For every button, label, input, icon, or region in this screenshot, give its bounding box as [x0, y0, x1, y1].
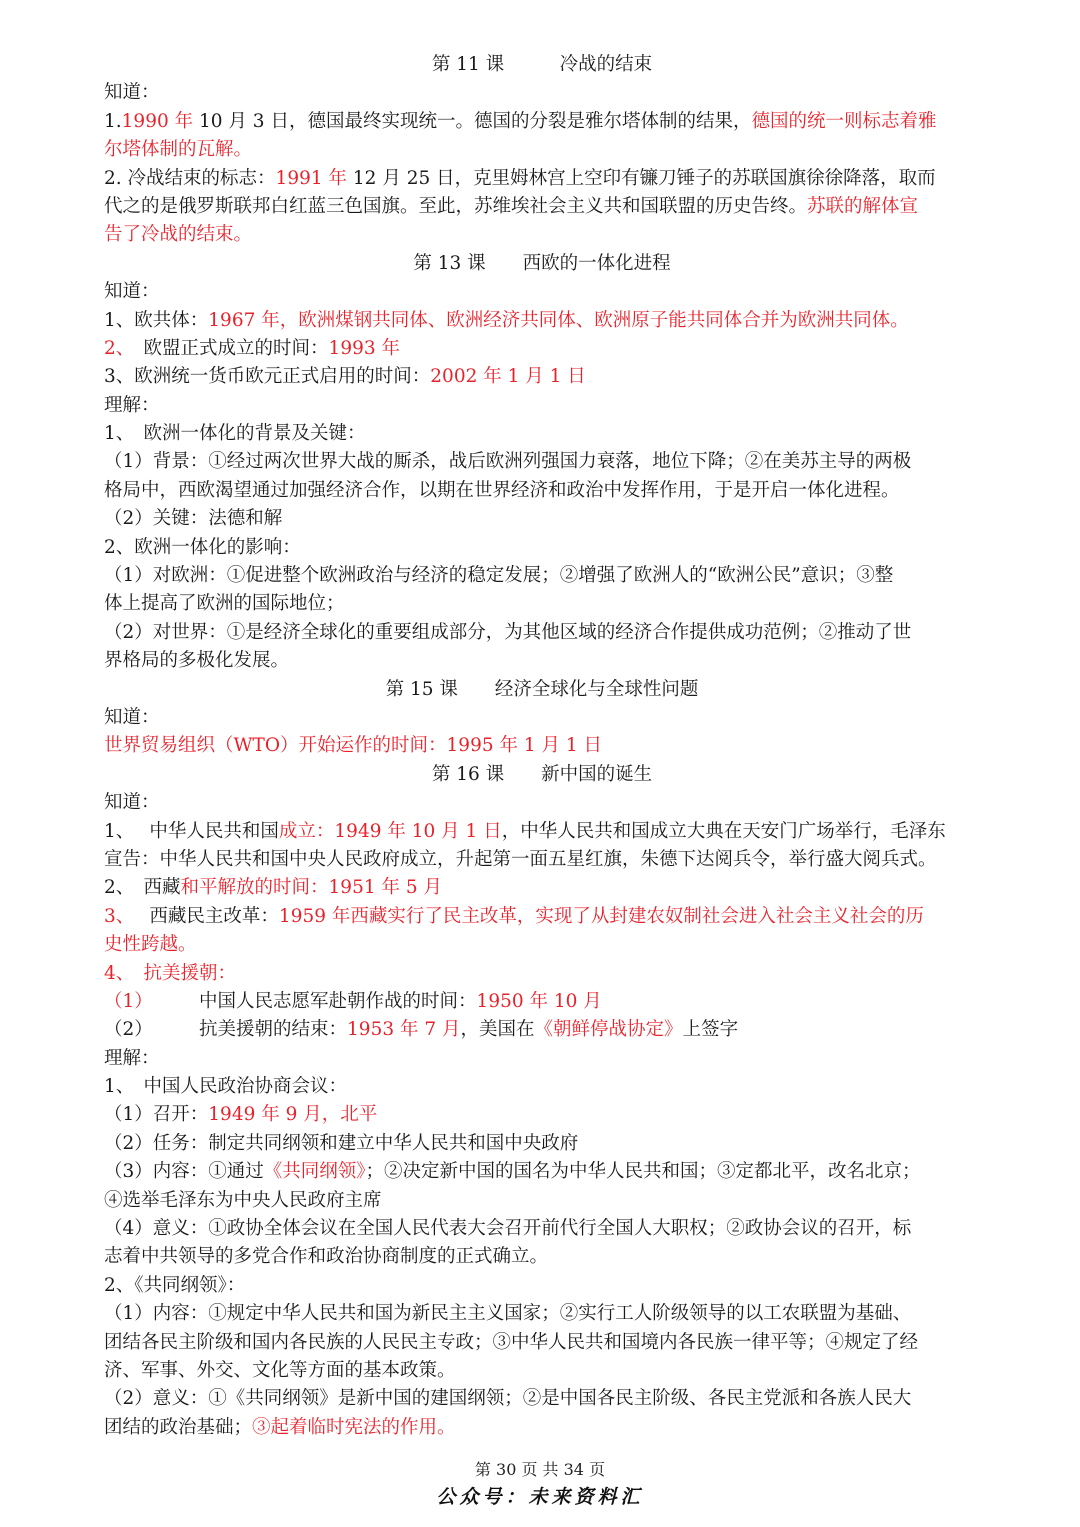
- body-text: 体上提高了欧洲的国际地位；: [104, 593, 345, 615]
- text-line: [104, 1414, 980, 1442]
- body-text: 欧盟正式成立的时间：: [125, 337, 329, 359]
- body-text: 西藏民主改革：: [125, 905, 279, 927]
- body-text: ；②决定新中国的国名为中华人民共和国；③定都北平，改名北京；: [365, 1161, 921, 1183]
- text-line: [104, 647, 980, 675]
- body-text: 第 15 课 经济全球化与全球性问题: [385, 678, 699, 700]
- body-text: 知道：: [104, 706, 160, 728]
- lesson-heading: [104, 761, 980, 789]
- text-line: [104, 874, 980, 902]
- body-text: 10 月 3 日，德国最终实现统一。德国的分裂是雅尔塔体制的结果，: [193, 110, 752, 132]
- highlight-text: 尔塔体制的瓦解。: [104, 139, 253, 161]
- text-line: [104, 562, 980, 590]
- body-text: 知道：: [104, 82, 160, 104]
- text-line: [104, 789, 980, 817]
- highlight-text: 告了冷战的结束。: [104, 224, 253, 246]
- text-line: [104, 619, 980, 647]
- text-line: [104, 420, 980, 448]
- body-text: 1、 中华人民共和国: [104, 820, 279, 842]
- text-line: [104, 1073, 980, 1101]
- highlight-text: 苏联的解体宣: [807, 195, 919, 217]
- body-text: 第 16 课 新中国的诞生: [431, 763, 653, 785]
- highlight-text: 1949 年 9 月，北平: [208, 1104, 378, 1126]
- text-line: [104, 1300, 980, 1328]
- highlight-text: 1991 年: [275, 167, 348, 189]
- highlight-text: 德国的统一则标志着雅: [751, 110, 937, 132]
- highlight-text: 1953 年 7 月: [347, 1019, 461, 1041]
- text-line: [104, 1130, 980, 1158]
- body-text: 1、 中国人民政治协商会议：: [104, 1076, 348, 1098]
- body-text: 团结的政治基础；: [104, 1416, 253, 1438]
- body-text: （2） 抗美援朝的结束：: [104, 1019, 348, 1041]
- text-line: [104, 193, 980, 221]
- body-text: ，中华人民共和国成立大典在天安门广场举行，毛泽东: [501, 820, 946, 842]
- body-text: 界格局的多极化发展。: [104, 650, 290, 672]
- body-text: 3、欧洲统一货币欧元正式启用的时间：: [104, 366, 431, 388]
- highlight-text: 1950 年 10 月: [476, 990, 602, 1012]
- text-line: [104, 1045, 980, 1073]
- highlight-text: 和平解放的时间：1951 年 5 月: [180, 877, 443, 899]
- text-line: [104, 590, 980, 618]
- highlight-text: 成立：1949 年 10 月 1 日: [278, 820, 502, 842]
- body-text: 1、 欧洲一体化的背景及关键：: [104, 423, 366, 445]
- text-line: [104, 534, 980, 562]
- highlight-text: 1959 年西藏实行了民主改革，实现了从封建农奴制社会进入社会主义社会的历: [278, 905, 924, 927]
- lesson-heading: [104, 51, 980, 79]
- text-line: [104, 1215, 980, 1243]
- body-text: 1.: [104, 110, 122, 132]
- text-line: [104, 1101, 980, 1129]
- body-text: 知道：: [104, 281, 160, 303]
- text-line: [104, 732, 980, 760]
- body-text: 第 11 课 冷战的结束: [431, 54, 653, 75]
- body-text: （2）对世界：①是经济全球化的重要组成部分，为其他区域的经济合作提供成功范例；②推动了世: [104, 621, 912, 643]
- text-line: [104, 846, 980, 874]
- text-line: [104, 1357, 980, 1385]
- body-text: 宣告：中华人民共和国中央人民政府成立，升起第一面五星红旗，朱德下达阅兵令，举行盛大阅兵式。: [104, 848, 937, 870]
- highlight-text: 1990 年: [121, 110, 194, 132]
- text-line: [104, 79, 980, 107]
- lesson-heading: [104, 250, 980, 278]
- text-line: [104, 477, 980, 505]
- highlight-text: 史性跨越。: [104, 934, 197, 956]
- text-line: [104, 931, 980, 959]
- body-text: 团结各民主阶级和国内各民族的人民民主专政；③中华人民共和国境内各民族一律平等；④规定了经: [104, 1331, 919, 1353]
- body-text: 2、欧洲一体化的影响：: [104, 536, 301, 558]
- body-text: 中国人民志愿军赴朝作战的时间：: [143, 990, 477, 1012]
- text-line: [104, 903, 980, 931]
- text-line: [104, 505, 980, 533]
- body-text: 志着中共领导的多党合作和政治协商制度的正式确立。: [104, 1246, 549, 1268]
- body-text: 知道：: [104, 792, 160, 814]
- body-text: （1）召开：: [104, 1104, 209, 1126]
- brand-watermark: 公众号：未来资料汇: [436, 1486, 644, 1508]
- body-text: （1）背景：①经过两次世界大战的厮杀，战后欧洲列强国力衰落，地位下降；②在美苏主导的两极: [104, 451, 912, 473]
- text-line: [104, 448, 980, 476]
- body-text: （4）意义：①政协全体会议在全国人民代表大会召开前代行全国人大职权；②政协会议的召开，标: [104, 1218, 912, 1240]
- body-text: （1）内容：①规定中华人民共和国为新民主主义国家；②实行工人阶级领导的以工农联盟为基础、: [104, 1303, 912, 1325]
- text-line: [104, 363, 980, 391]
- text-line: [104, 1158, 980, 1186]
- body-text: 12 月 25 日，克里姆林宫上空印有镰刀锤子的苏联国旗徐徐降落，取而: [347, 167, 936, 189]
- highlight-text: ③起着临时宪法的作用。: [252, 1416, 456, 1438]
- body-text: 第 13 课 西欧的一体化进程: [413, 252, 671, 274]
- highlight-text: 2、: [104, 337, 126, 359]
- text-line: [104, 307, 980, 335]
- body-text: （1）对欧洲：①促进整个欧洲政治与经济的稳定发展；②增强了欧洲人的“欧洲公民”意识；③整: [104, 565, 894, 587]
- highlight-text: 《朝鲜停战协定》: [534, 1019, 683, 1041]
- text-line: [104, 960, 980, 988]
- text-line: [104, 1329, 980, 1357]
- body-text: 2、 西藏: [104, 877, 181, 899]
- body-text: 2. 冷战结束的标志：: [104, 167, 276, 189]
- body-text: 代之的是俄罗斯联邦白红蓝三色国旗。至此，苏维埃社会主义共和国联盟的历史告终。: [104, 195, 808, 217]
- highlight-text: （1）: [104, 990, 144, 1012]
- text-line: [104, 1385, 980, 1413]
- body-text: 上签字: [682, 1019, 739, 1041]
- highlight-text: 世界贸易组织（WTO）开始运作的时间：1995 年 1 月 1 日: [104, 735, 603, 757]
- body-text: 1、欧共体：: [104, 309, 209, 331]
- text-line: [104, 1016, 980, 1044]
- text-line: [104, 136, 980, 164]
- body-text: （2）关键：法德和解: [104, 508, 283, 530]
- text-line: [104, 1243, 980, 1271]
- text-line: [104, 704, 980, 732]
- text-line: [104, 818, 980, 846]
- highlight-text: 3、: [104, 905, 126, 927]
- body-text: 济、军事、外交、文化等方面的基本政策。: [104, 1359, 456, 1381]
- highlight-text: 1967 年，欧洲煤钢共同体、欧洲经济共同体、欧洲原子能共同体合并为欧洲共同体。: [208, 309, 909, 331]
- text-line: [104, 988, 980, 1016]
- body-text: 理解：: [104, 1047, 160, 1069]
- body-text: （2）任务：制定共同纲领和建立中华人民共和国中央政府: [104, 1132, 579, 1154]
- highlight-text: 4、 抗美援朝：: [104, 962, 237, 984]
- body-text: 理解：: [104, 394, 160, 416]
- body-text: 2、《共同纲领》：: [104, 1274, 246, 1296]
- lesson-heading: [104, 676, 980, 704]
- body-text: （3）内容：①通过: [104, 1161, 264, 1183]
- text-line: [104, 1272, 980, 1300]
- body-text: （2）意义：①《共同纲领》是新中国的建国纲领；②是中国各民主阶级、各民主党派和各族人民大: [104, 1388, 912, 1410]
- text-line: [104, 392, 980, 420]
- body-text: ④选举毛泽东为中央人民政府主席: [104, 1189, 382, 1211]
- page-content: [104, 51, 980, 1442]
- highlight-text: 《共同纲领》: [263, 1161, 366, 1183]
- text-line: [104, 165, 980, 193]
- text-line: [104, 108, 980, 136]
- text-line: [104, 278, 980, 306]
- text-line: [104, 1187, 980, 1215]
- text-line: [104, 221, 980, 249]
- highlight-text: 1993 年: [328, 337, 401, 359]
- highlight-text: 2002 年 1 月 1 日: [430, 366, 586, 388]
- text-line: [104, 335, 980, 363]
- page-number: 第 30 页 共 34 页: [474, 1460, 606, 1479]
- body-text: 格局中，西欧渴望通过加强经济合作，以期在世界经济和政治中发挥作用，于是开启一体化进程。: [104, 479, 900, 501]
- body-text: ，美国在: [460, 1019, 535, 1041]
